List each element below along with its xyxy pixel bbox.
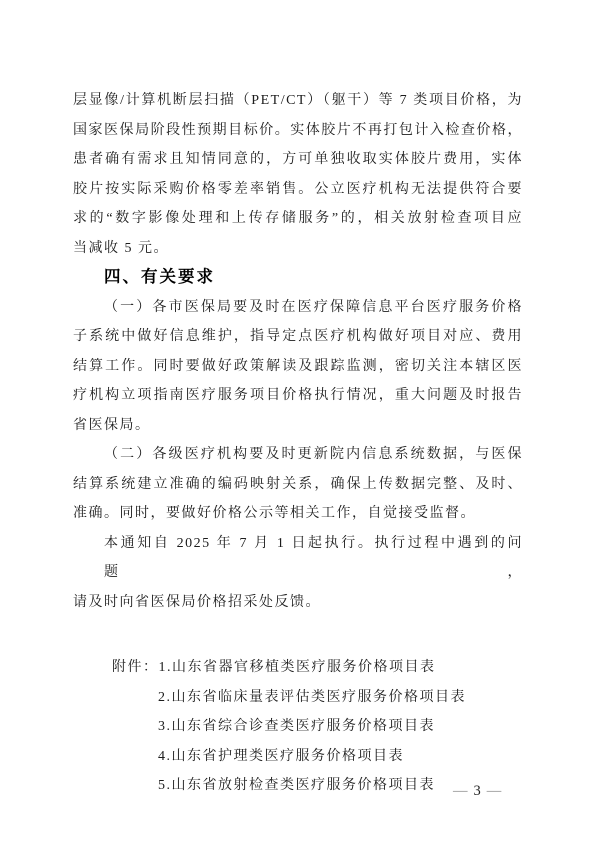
body-line: 准确。同时，要做好价格公示等相关工作，自觉接受监督。	[73, 506, 476, 521]
attachment-item: 2.山东省临床量表评估类医疗服务价格项目表	[158, 689, 466, 705]
body-line: 患者确有需求且知情同意的，方可单独收取实体胶片费用，实体	[73, 152, 523, 167]
body-line: （一）各市医保局要及时在医疗保障信息平台医疗服务价格	[104, 299, 523, 315]
body-line: 国家医保局阶段性预期目标价。实体胶片不再打包计入检查价格，	[73, 122, 523, 138]
body-line: 当减收 5 元。	[73, 240, 169, 256]
body-line: 疗机构立项指南医疗服务项目价格执行情况，重大问题及时报告	[73, 388, 523, 403]
body-line: （二）各级医疗机构要及时更新院内信息系统数据，与医保	[104, 447, 523, 462]
attachment-item: 1.山东省器官移植类医疗服务价格项目表	[158, 660, 436, 675]
body-line: 求的“数字影像处理和上传存储服务”的，相关放射检查项目应	[73, 211, 523, 226]
section-heading: 四、有关要求	[104, 268, 215, 286]
attachment-item: 3.山东省综合诊查类医疗服务价格项目表	[158, 719, 435, 734]
body-line: 请及时向省医保局价格招采处反馈。	[73, 594, 321, 610]
page-number-dash-left: —	[453, 783, 468, 799]
document-body	[73, 86, 523, 801]
body-line: 结算工作。同时要做好政策解读及跟踪监测，密切关注本辖区医	[73, 358, 523, 374]
body-line: 层显像/计算机断层扫描（PET/CT）（躯干）等 7 类项目价格，为	[73, 93, 523, 108]
attachment-row	[73, 653, 523, 683]
page-number-value: 3	[473, 783, 481, 799]
body-line: 省医保局。	[73, 417, 151, 433]
page-number-dash-right: —	[486, 783, 502, 799]
body-line: 结算系统建立准确的编码映射关系，确保上传数据完整、及时、	[73, 476, 523, 492]
page-number	[453, 782, 501, 800]
attachment-item: 5.山东省放射检查类医疗服务价格项目表	[158, 778, 435, 793]
attachment-item: 4.山东省护理类医疗服务价格项目表	[158, 748, 404, 764]
body-line: 本通知自 2025 年 7 月 1 日起执行。执行过程中遇到的问题，	[104, 535, 523, 580]
body-line: 子系统中做好信息维护，指导定点医疗机构做好项目对应、费用	[73, 329, 523, 344]
body-line: 胶片按实际采购价格零差率销售。公立医疗机构无法提供符合要	[73, 181, 523, 197]
attachments-label: 附件：	[112, 660, 159, 675]
attachment-list	[73, 653, 523, 801]
